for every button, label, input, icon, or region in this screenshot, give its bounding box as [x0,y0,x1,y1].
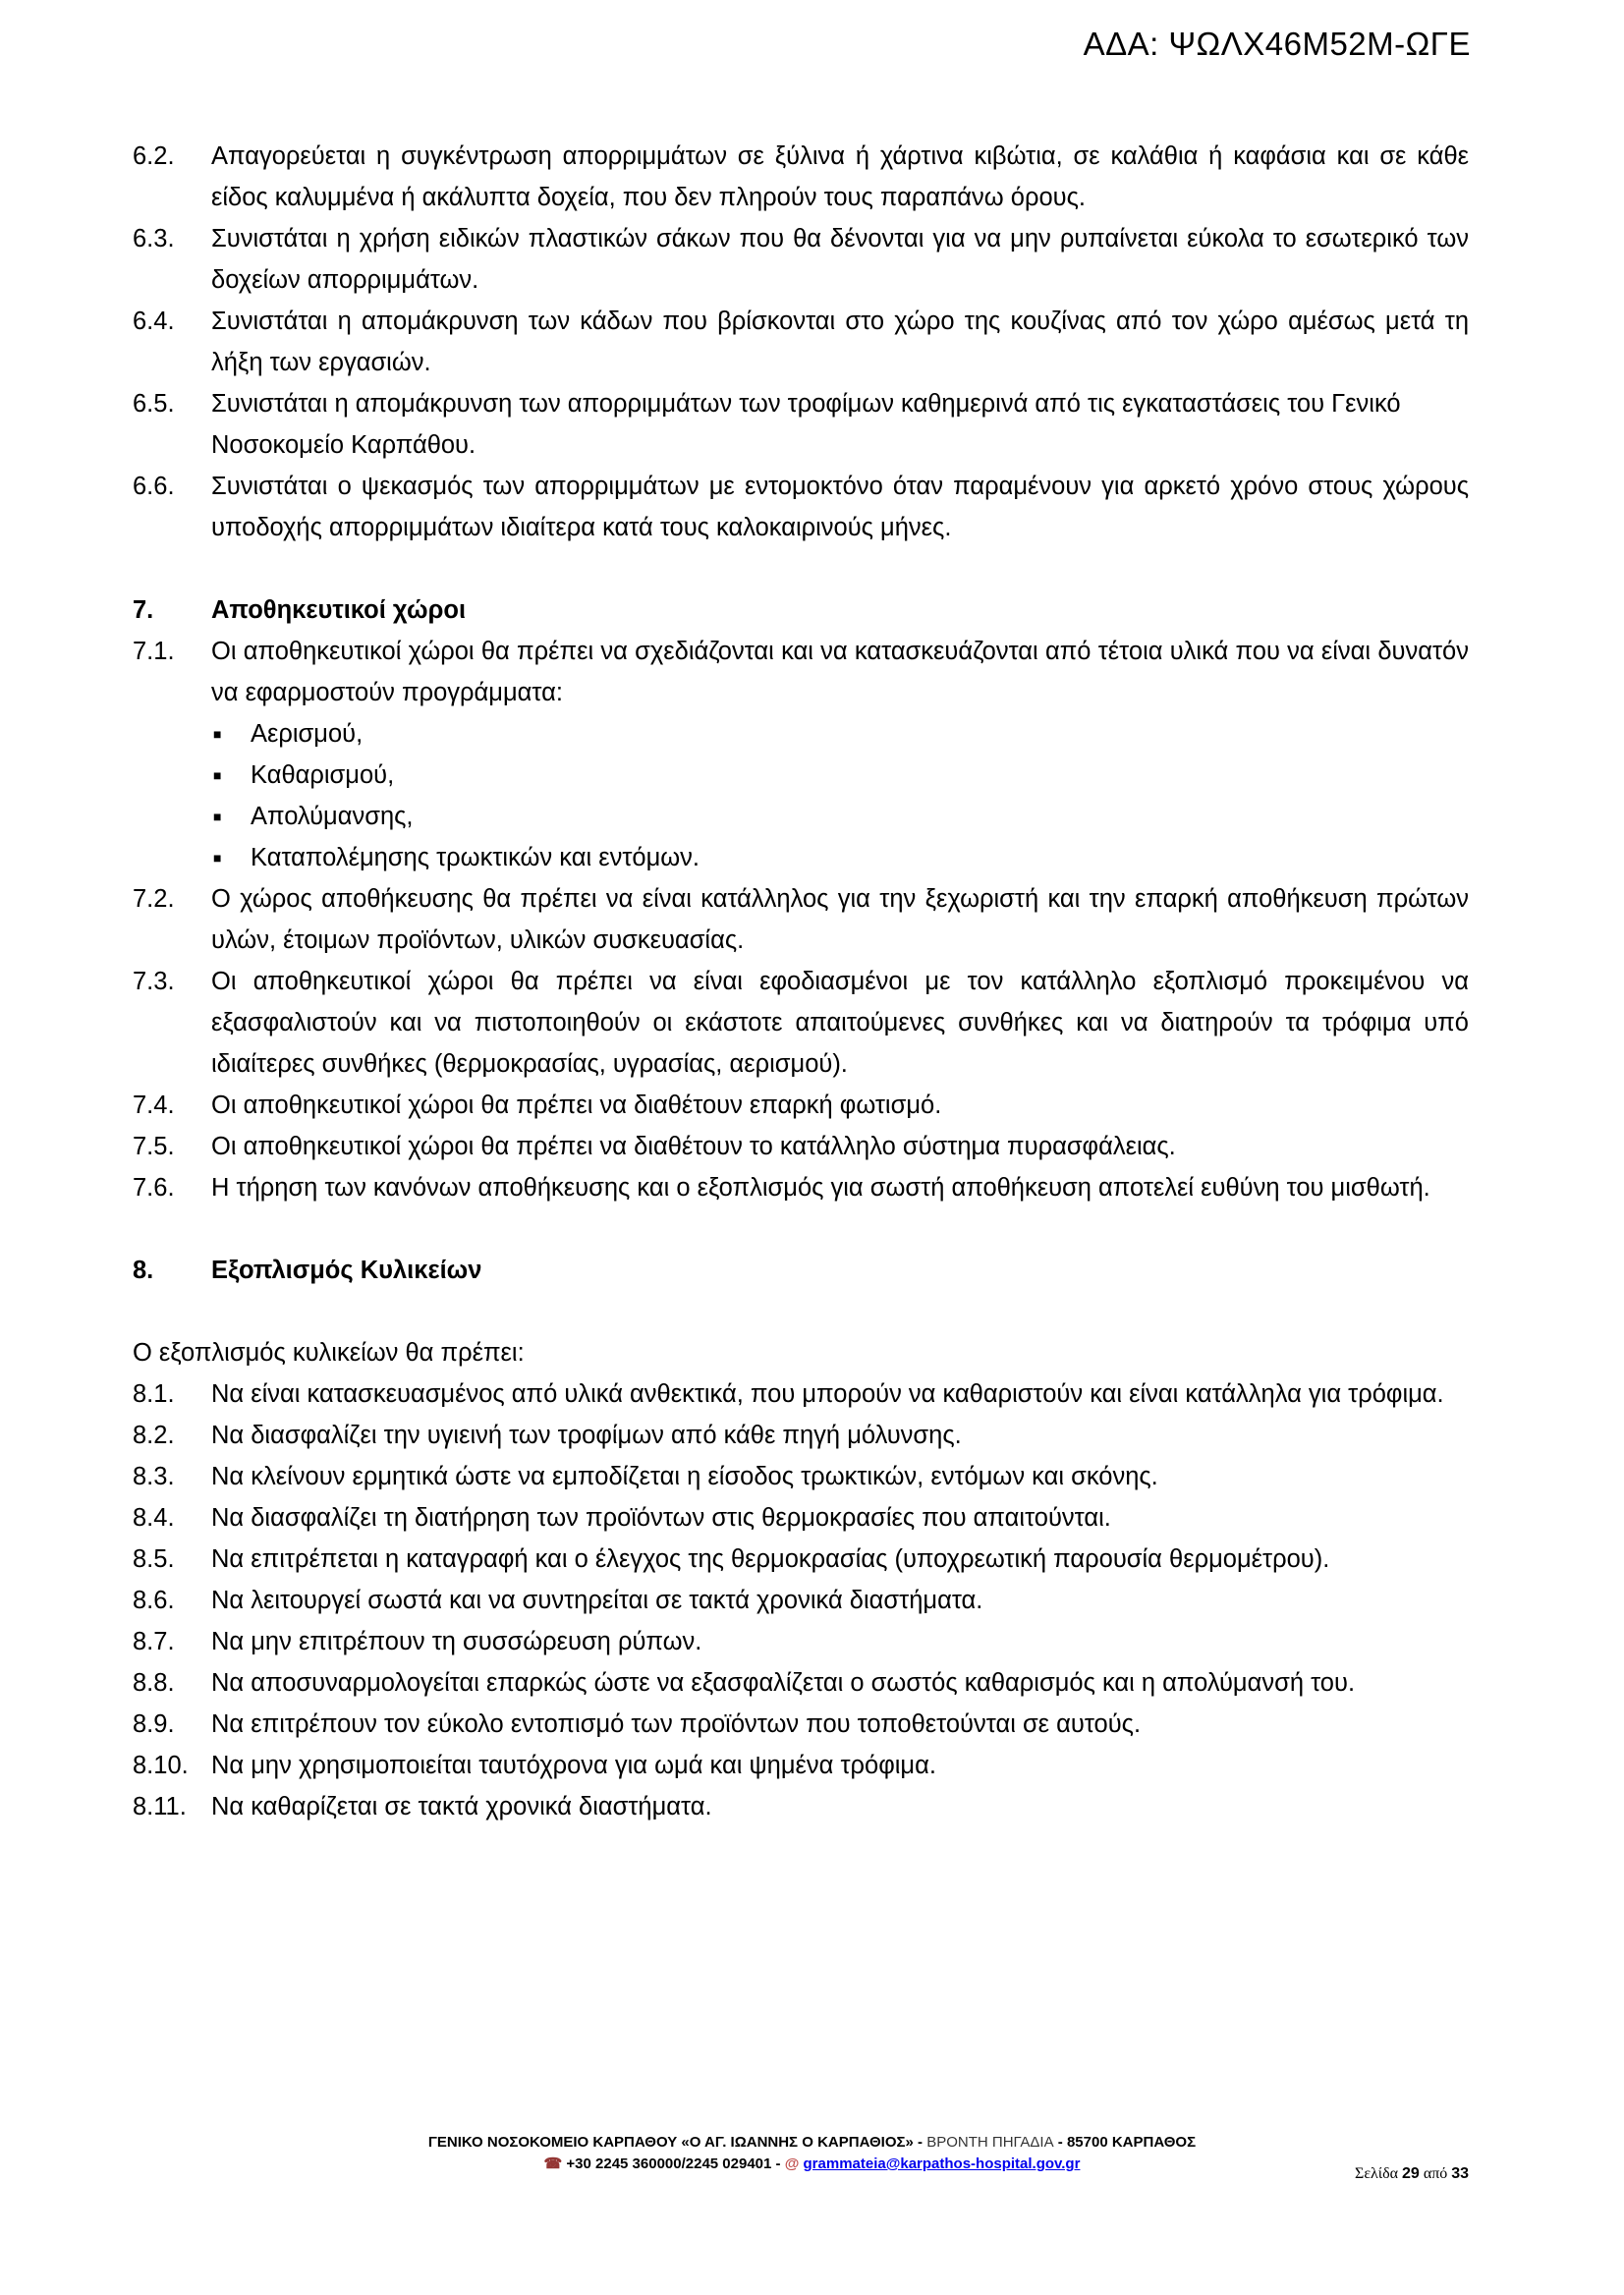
item-text: Να μην χρησιμοποιείται ταυτόχρονα για ωμά και ψημένα τρόφιμα. [211,1752,936,1779]
item-number: 7.1. [133,638,175,665]
item-number: 8.2. [133,1422,175,1449]
list-item [133,301,1469,383]
document-body [133,136,1469,1827]
list-item [133,1085,1469,1126]
ada-code: ΑΔΑ: ΨΩΛΧ46Μ52Μ-ΩΓΕ [1083,26,1471,62]
item-text: Οι αποθηκευτικοί χώροι θα πρέπει να διαθέτουν επαρκή φωτισμό. [211,1092,942,1119]
item-text: Οι αποθηκευτικοί χώροι θα πρέπει να σχεδιάζονται και να κατασκευάζονται από τέτοια υλικά που να είναι δυνατόν να εφαρμοστούν προγράμματα: [211,638,1469,706]
item-number: 7.2. [133,885,175,913]
list-item [133,1662,1469,1704]
square-bullet-icon: ■ [213,809,222,824]
bullet-text: Απολύμανσης, [251,803,414,830]
section-intro: Ο εξοπλισμός κυλικείων θα πρέπει: [133,1339,525,1367]
item-text: Οι αποθηκευτικοί χώροι θα πρέπει να είναι εφοδιασμένοι με τον κατάλληλο εξοπλισμό προκειμένου να εξασφαλιστούν και να πιστοποιηθούν οι εκάστοτε απαιτούμενες συνθήκες και να διατηρούν τα τρόφιμα υπό ιδιαίτερες συνθήκες (θερμοκρασίας, υγρασίας, αερισμού). [211,968,1469,1078]
section-title: Αποθηκευτικοί χώροι [211,596,467,624]
list-item [133,1580,1469,1621]
spacer [133,548,1469,589]
bullet-list [133,713,1469,878]
item-text: Να μην επιτρέπουν τη συσσώρευση ρύπων. [211,1628,702,1655]
list-item [133,218,1469,301]
item-text: Να κλείνουν ερμητικά ώστε να εμποδίζεται η είσοδος τρωκτικών, εντόμων και σκόνης. [211,1463,1158,1490]
list-item [133,961,1469,1085]
page-label: Σελίδα [1355,2165,1403,2182]
section-number: 8. [133,1257,154,1284]
phone-icon: ☎ [543,2155,563,2172]
item-number: 8.10. [133,1752,189,1779]
bullet-text: Καταπολέμησης τρωκτικών και εντόμων. [251,844,700,871]
bullet-text: Καθαρισμού, [251,761,395,789]
item-number: 6.4. [133,308,175,335]
list-item [133,1621,1469,1662]
footer-address-line [0,2132,1624,2154]
item-number: 6.6. [133,473,175,500]
item-number: 8.11. [133,1793,187,1820]
item-text: Να λειτουργεί σωστά και να συντηρείται σε τακτά χρονικά διαστήματα. [211,1587,983,1614]
item-number: 6.5. [133,390,175,418]
page-number [1355,2165,1469,2183]
item-number: 7.5. [133,1133,175,1160]
item-number: 8.9. [133,1710,175,1738]
bullet-item [211,796,1469,837]
item-text: Συνιστάται η απομάκρυνση των κάδων που βρίσκονται στο χώρο της κουζίνας από τον χώρο αμέσως μετά τη λήξη των εργασιών. [211,308,1469,376]
item-number: 8.7. [133,1628,175,1655]
item-number: 7.4. [133,1092,175,1119]
item-text: Να είναι κατασκευασμένος από υλικά ανθεκτικά, που μπορούν να καθαριστούν και είναι κατάλληλα για τρόφιμα. [211,1380,1444,1408]
item-text: Ο χώρος αποθήκευσης θα πρέπει να είναι κατάλληλος για την ξεχωριστή και την επαρκή αποθήκευση πρώτων υλών, έτοιμων προϊόντων, υλικών συσκευασίας. [211,885,1469,954]
list-item [133,136,1469,218]
item-text: Οι αποθηκευτικοί χώροι θα πρέπει να διαθέτουν το κατάλληλο σύστημα πυρασφάλειας. [211,1133,1176,1160]
item-text: Συνιστάται ο ψεκασμός των απορριμμάτων με εντομοκτόνο όταν παραμένουν για αρκετό χρόνο στους χώρους υποδοχής απορριμμάτων ιδιαίτερα κατά τους καλοκαιρινούς μήνες. [211,473,1469,541]
item-number: 6.2. [133,142,175,170]
section-heading-7 [133,589,1469,631]
item-text: Να διασφαλίζει την υγιεινή των τροφίμων από κάθε πηγή μόλυνσης. [211,1422,962,1449]
list-item [133,383,1469,466]
footer-postal: 85700 ΚΑΡΠΑΘΟΣ [1066,2134,1197,2151]
separator: - [913,2134,927,2151]
footer-org: ΓΕΝΙΚΟ ΝΟΣΟΚΟΜΕΙΟ ΚΑΡΠΑΘΟΥ «Ο ΑΓ. ΙΩΑΝΝΗΣ Ο ΚΑΡΠΑΘΙΟΣ» [427,2134,914,2151]
item-number: 6.3. [133,225,175,252]
footer-location: ΒΡΟΝΤΗ ΠΗΓΑΔΙΑ [926,2134,1054,2151]
bullet-item [211,837,1469,878]
list-item [133,1415,1469,1456]
section-title: Εξοπλισμός Κυλικείων [211,1257,482,1284]
square-bullet-icon: ■ [213,726,222,742]
list-item [133,1745,1469,1786]
item-text: Να διασφαλίζει τη διατήρηση των προϊόντων στις θερμοκρασίες που απαιτούνται. [211,1504,1111,1532]
item-text: Η τήρηση των κανόνων αποθήκευσης και ο εξοπλισμός για σωστή αποθήκευση αποτελεί ευθύνη του μισθωτή. [211,1174,1430,1202]
item-text: Να επιτρέπεται η καταγραφή και ο έλεγχος της θερμοκρασίας (υποχρεωτική παρουσία θερμομέτρου). [211,1545,1330,1573]
list-item [133,878,1469,961]
bullet-item [211,755,1469,796]
item-text: Απαγορεύεται η συγκέντρωση απορριμμάτων σε ξύλινα ή χάρτινα κιβώτια, σε καλάθια ή καφάσια και σε κάθε είδος καλυμμένα ή ακάλυπτα δοχεία, που δεν πληρούν τους παραπάνω όρους. [211,142,1469,211]
footer-email-link[interactable]: grammateia@karpathos-hospital.gov.gr [803,2155,1081,2172]
item-number: 8.1. [133,1380,175,1408]
square-bullet-icon: ■ [213,767,222,783]
item-number: 8.8. [133,1669,175,1697]
bullet-text: Αερισμού, [251,720,364,748]
list-item [133,1126,1469,1167]
square-bullet-icon: ■ [213,850,222,866]
list-item [133,1704,1469,1745]
page-of: από [1419,2165,1452,2182]
list-item [133,631,1469,713]
separator: - [1053,2134,1067,2151]
item-number: 7.3. [133,968,175,995]
section-number: 7. [133,596,154,624]
item-text: Συνιστάται η χρήση ειδικών πλαστικών σάκων που θα δένονται για να μην ρυπαίνεται εύκολα το εσωτερικό των δοχείων απορριμμάτων. [211,225,1469,294]
item-number: 8.5. [133,1545,175,1573]
item-text: Συνιστάται η απομάκρυνση των απορριμμάτων των τροφίμων καθημερινά από τις εγκαταστάσεις του Γενικό Νοσοκομείο Καρπάθου. [211,390,1401,459]
item-text: Να καθαρίζεται σε τακτά χρονικά διαστήματα. [211,1793,712,1820]
email-at-icon: @ [784,2155,800,2172]
item-text: Να επιτρέπουν τον εύκολο εντοπισμό των προϊόντων που τοποθετούνται σε αυτούς. [211,1710,1142,1738]
footer-phone: +30 2245 360000/2245 029401 - [562,2155,785,2172]
item-number: 8.3. [133,1463,175,1490]
list-item [133,466,1469,548]
list-item [133,1497,1469,1539]
spacer [133,1291,1469,1332]
list-item [133,1167,1469,1208]
page-total: 33 [1451,2165,1470,2182]
item-number: 8.4. [133,1504,175,1532]
item-number: 8.6. [133,1587,175,1614]
item-number: 7.6. [133,1174,175,1202]
page-current: 29 [1402,2165,1420,2182]
list-item [133,1539,1469,1580]
list-item [133,1456,1469,1497]
bullet-item [211,713,1469,755]
section-heading-8 [133,1250,1469,1291]
list-item [133,1373,1469,1415]
list-item [133,1786,1469,1827]
item-text: Να αποσυναρμολογείται επαρκώς ώστε να εξασφαλίζεται ο σωστός καθαρισμός και η απολύμανσή του. [211,1669,1356,1697]
spacer [133,1208,1469,1250]
